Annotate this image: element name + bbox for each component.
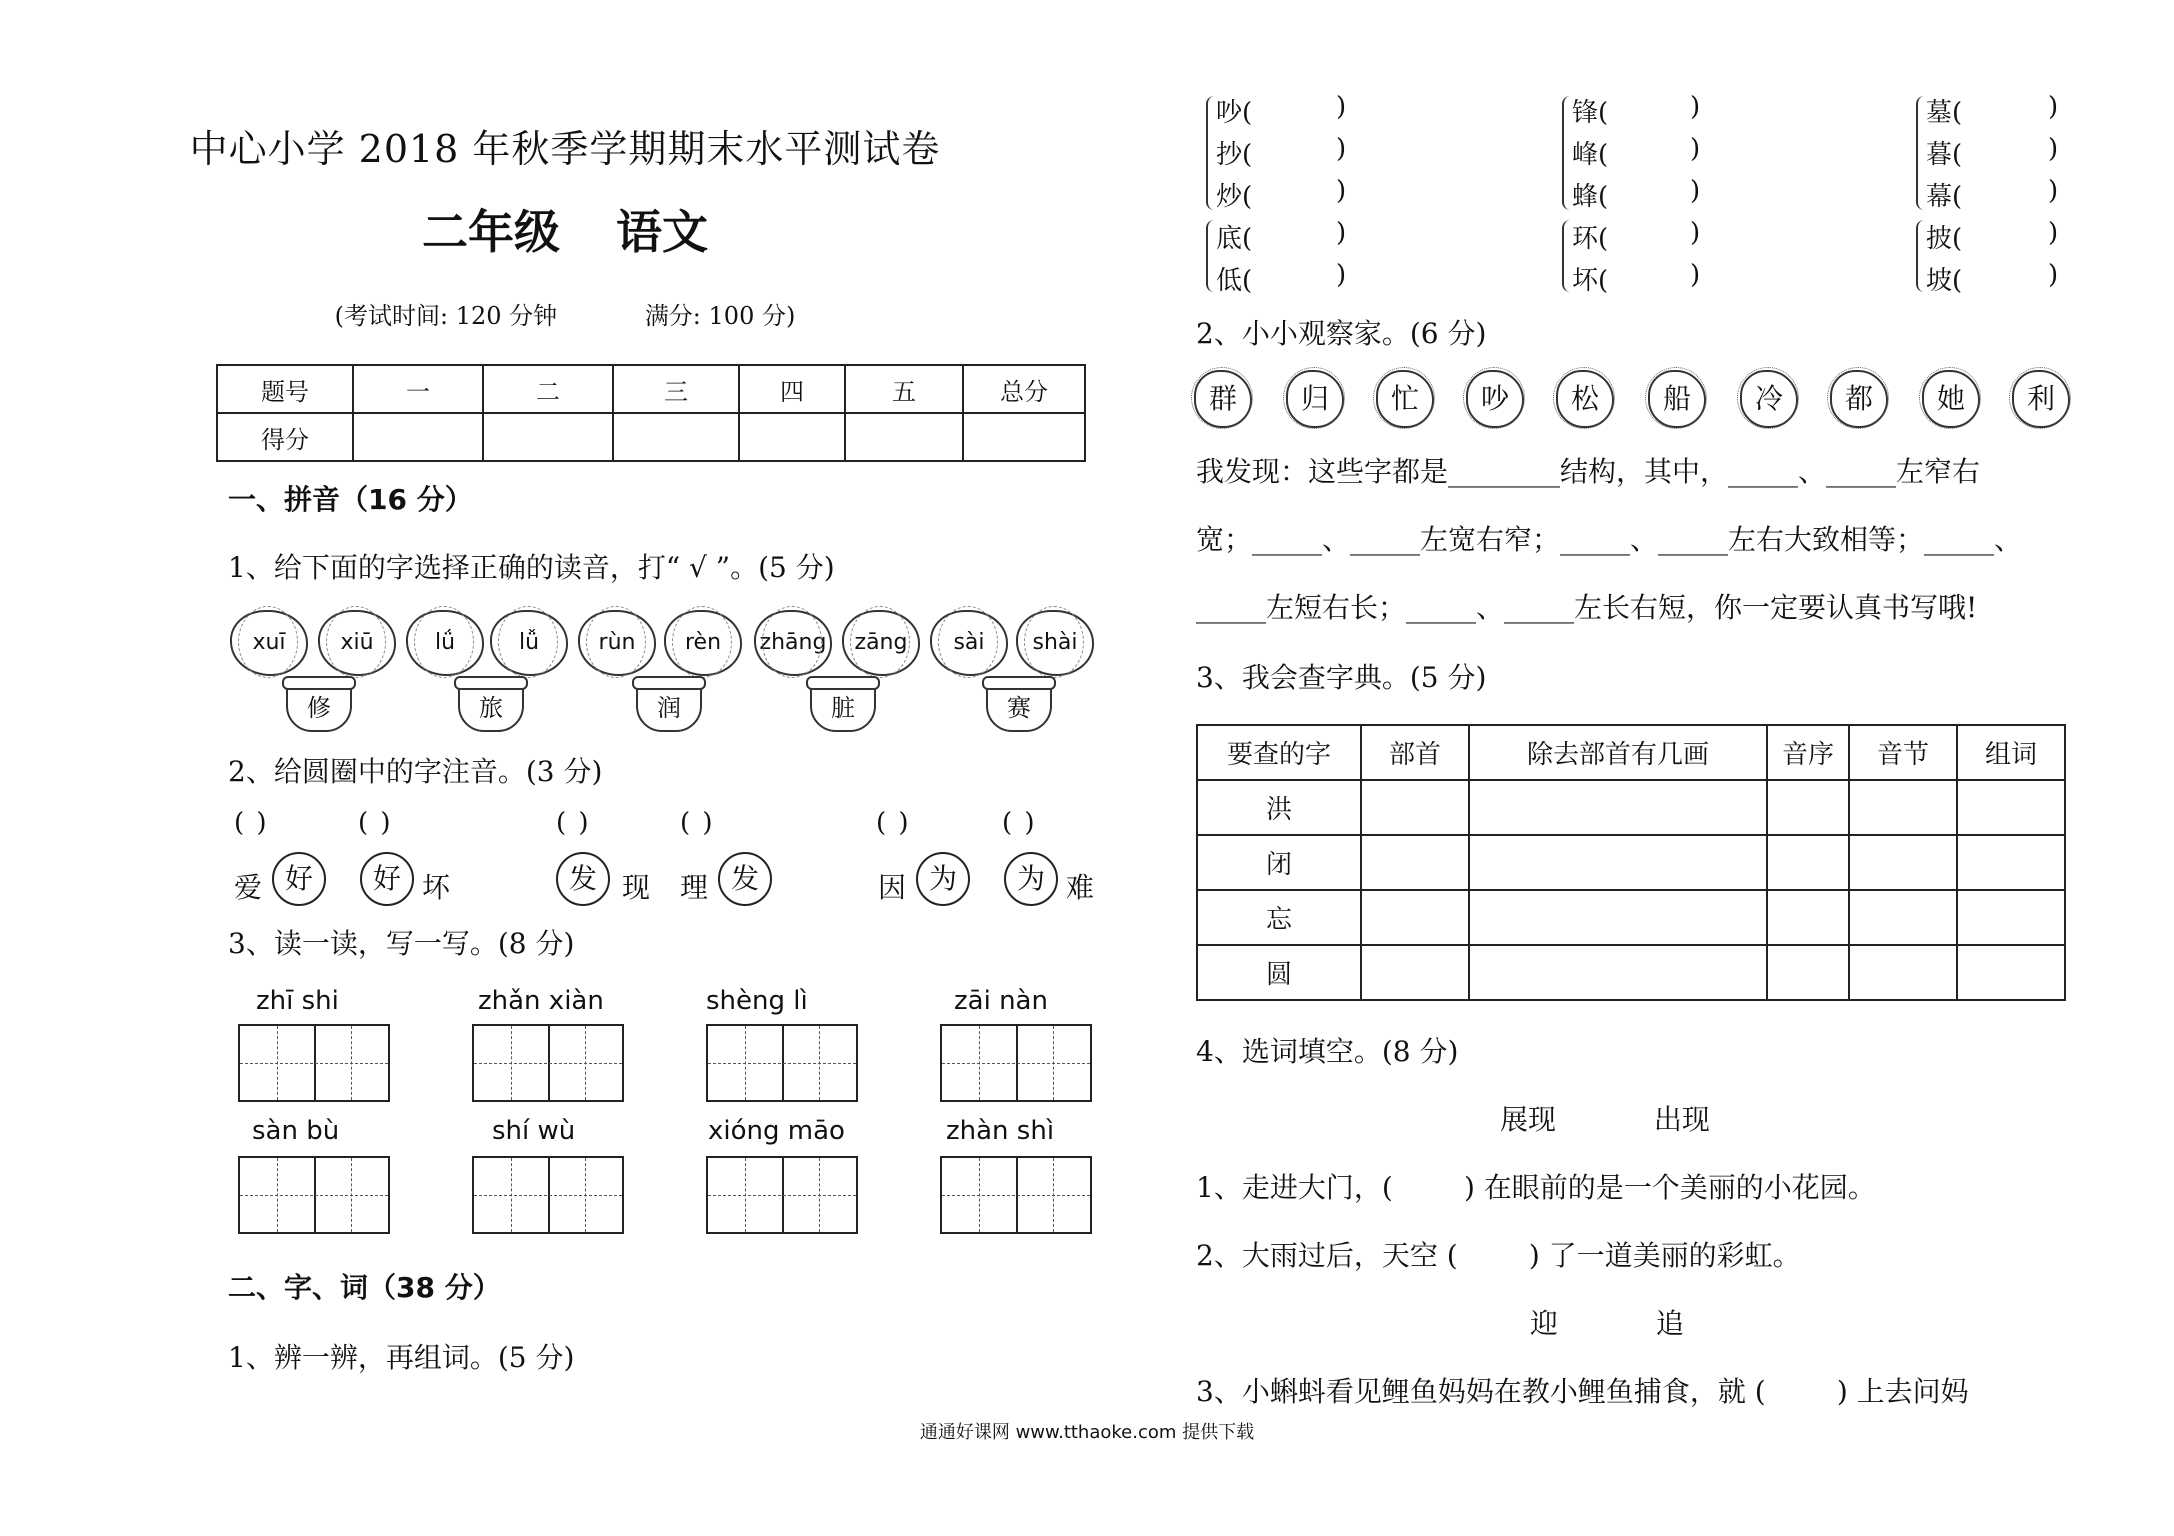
close-paren: ) (1690, 176, 1701, 206)
score-cell: 四 (739, 365, 845, 413)
fill-sentence[interactable]: 1、走进大门，( ) 在眼前的是一个美丽的小花园。 (1196, 1171, 1876, 1204)
observe-line: 我发现：这些字都是________结构，其中，_____、_____左窄右 (1196, 455, 1981, 488)
exam-info (0, 296, 1130, 331)
observe-line: _____左短右长；_____、_____左长右短，你一定要认真书写哦! (1196, 591, 1978, 624)
answer-cell[interactable] (1361, 835, 1469, 890)
pinyin-flower[interactable]: lǚ (490, 610, 568, 676)
question-2-4: 4、选词填空。(8 分) (1196, 1035, 1459, 1068)
group-brace (1562, 220, 1572, 292)
close-paren: ) (1690, 218, 1701, 248)
pinyin-label: shí wù (492, 1116, 576, 1146)
table-header: 音节 (1849, 725, 1957, 780)
writing-grid[interactable] (472, 1024, 624, 1102)
score-cell: 题号 (217, 365, 353, 413)
observe-char: 吵 (1466, 370, 1524, 428)
table-row (1197, 725, 2065, 780)
score-cell: 一 (353, 365, 483, 413)
answer-cell[interactable] (1957, 945, 2065, 1000)
answer-cell[interactable] (1767, 945, 1849, 1000)
circled-char: 发 (556, 852, 610, 906)
character-pot: 润 (636, 680, 702, 732)
compare-char: 炒( (1216, 182, 1253, 212)
question-1-1: 1、给下面的字选择正确的读音，打“ √ ”。(5 分) (228, 551, 835, 584)
word-choices: 迎 追 (1530, 1307, 1684, 1340)
exam-time: (考试时间: 120 分钟 (334, 302, 558, 330)
close-paren: ) (2048, 92, 2059, 122)
pinyin-label: zhǎn xiàn (478, 986, 604, 1016)
pinyin-flower[interactable]: shài (1016, 610, 1094, 676)
answer-cell[interactable] (1957, 780, 2065, 835)
answer-cell[interactable] (1469, 890, 1767, 945)
section-1-title: 一、拼音（16 分） (228, 483, 473, 516)
observe-char: 松 (1556, 370, 1614, 428)
close-paren: ) (1336, 218, 1347, 248)
score-table (216, 364, 1086, 462)
exam-subtitle: 二年级 语文 (421, 205, 708, 259)
observe-char: 忙 (1376, 370, 1434, 428)
writing-grid[interactable] (238, 1024, 390, 1102)
answer-cell[interactable] (1361, 780, 1469, 835)
exam-full-score: 满分: 100 分) (644, 302, 796, 330)
word-char: 爱 (234, 871, 263, 904)
circled-char: 为 (916, 852, 970, 906)
pinyin-flower[interactable]: zāng (842, 610, 920, 676)
table-cell: 闭 (1197, 835, 1361, 890)
character-pot: 旅 (458, 680, 524, 732)
close-paren: ) (1336, 134, 1347, 164)
table-row (1197, 945, 2065, 1000)
table-row (1197, 890, 2065, 945)
dictionary-table (1196, 724, 2066, 1001)
observe-char: 冷 (1740, 370, 1798, 428)
table-header: 音序 (1767, 725, 1849, 780)
table-header: 部首 (1361, 725, 1469, 780)
close-paren: ) (2048, 218, 2059, 248)
circled-char: 好 (272, 852, 326, 906)
word-char: 因 (878, 871, 907, 904)
group-brace (1916, 96, 1926, 210)
observe-char: 利 (2012, 370, 2070, 428)
table-cell: 忘 (1197, 890, 1361, 945)
score-input-cell[interactable] (483, 413, 613, 461)
pinyin-flower[interactable]: sài (930, 610, 1008, 676)
table-header: 除去部首有几画 (1469, 725, 1767, 780)
writing-grid[interactable] (706, 1024, 858, 1102)
question-1-3: 3、读一读，写一写。(8 分) (228, 927, 575, 960)
answer-cell[interactable] (1767, 890, 1849, 945)
pinyin-flower[interactable]: zhāng (754, 610, 832, 676)
question-2-1: 1、辨一辨，再组词。(5 分) (228, 1341, 575, 1374)
answer-cell[interactable] (1469, 945, 1767, 1000)
character-pot: 脏 (810, 680, 876, 732)
close-paren: ) (2048, 176, 2059, 206)
answer-cell[interactable] (1767, 780, 1849, 835)
pinyin-label: sàn bù (252, 1116, 340, 1146)
question-2-2: 2、小小观察家。(6 分) (1196, 317, 1487, 350)
answer-parentheses[interactable]: ( ) (876, 808, 911, 838)
close-paren: ) (1336, 176, 1347, 206)
circled-char: 为 (1004, 852, 1058, 906)
compare-char: 锋( (1572, 98, 1609, 128)
answer-parentheses[interactable]: ( ) (1002, 808, 1037, 838)
compare-char: 暮( (1926, 140, 1963, 170)
table-row (1197, 835, 2065, 890)
answer-parentheses[interactable]: ( ) (358, 808, 393, 838)
writing-grid[interactable] (238, 1156, 390, 1234)
score-input-cell[interactable] (613, 413, 739, 461)
word-char: 难 (1066, 871, 1095, 904)
close-paren: ) (2048, 260, 2059, 290)
table-row (1197, 780, 2065, 835)
answer-cell[interactable] (1469, 835, 1767, 890)
observe-char: 她 (1922, 370, 1980, 428)
observe-char: 归 (1286, 370, 1344, 428)
compare-char: 披( (1926, 224, 1963, 254)
pinyin-label: shèng lì (706, 986, 808, 1016)
word-char: 现 (622, 871, 651, 904)
score-cell: 五 (845, 365, 963, 413)
pinyin-label: zhàn shì (946, 1116, 1055, 1146)
observe-char: 都 (1830, 370, 1888, 428)
section-2-title: 二、字、词（38 分） (228, 1271, 501, 1304)
table-header: 组词 (1957, 725, 2065, 780)
answer-cell[interactable] (1469, 780, 1767, 835)
pinyin-label: zhī shi (256, 986, 339, 1016)
answer-cell[interactable] (1957, 890, 2065, 945)
circled-char: 发 (718, 852, 772, 906)
answer-cell[interactable] (1361, 890, 1469, 945)
word-choices: 展现 出现 (1500, 1103, 1710, 1136)
pinyin-flower[interactable]: rèn (664, 610, 742, 676)
writing-grid[interactable] (940, 1024, 1092, 1102)
writing-grid[interactable] (472, 1156, 624, 1234)
compare-char: 低( (1216, 266, 1253, 296)
pinyin-flower[interactable]: xuī (230, 610, 308, 676)
score-table-row (217, 365, 1085, 413)
question-2-3: 3、我会查字典。(5 分) (1196, 661, 1487, 694)
pinyin-label: zāi nàn (954, 986, 1048, 1016)
close-paren: ) (1336, 92, 1347, 122)
answer-cell[interactable] (1957, 835, 2065, 890)
score-input-cell[interactable] (353, 413, 483, 461)
pinyin-flower[interactable]: xiū (318, 610, 396, 676)
answer-parentheses[interactable]: ( ) (234, 808, 269, 838)
score-input-cell[interactable] (739, 413, 845, 461)
compare-char: 坏( (1572, 266, 1609, 296)
footer-credit: 通通好课网 www.tthaoke.com 提供下载 (919, 1422, 1255, 1443)
writing-grid[interactable] (706, 1156, 858, 1234)
word-char: 理 (680, 871, 709, 904)
answer-cell[interactable] (1849, 890, 1957, 945)
answer-cell[interactable] (1767, 835, 1849, 890)
answer-parentheses[interactable]: ( ) (680, 808, 715, 838)
answer-cell[interactable] (1361, 945, 1469, 1000)
observe-char: 群 (1194, 370, 1252, 428)
compare-char: 抄( (1216, 140, 1253, 170)
exam-title: 中心小学 2018 年秋季学期期末水平测试卷 (189, 127, 941, 171)
character-pot: 赛 (986, 680, 1052, 732)
pinyin-label: xióng māo (708, 1116, 845, 1146)
compare-char: 吵( (1216, 98, 1253, 128)
word-char: 坏 (422, 871, 451, 904)
score-input-cell[interactable] (963, 413, 1085, 461)
score-cell: 二 (483, 365, 613, 413)
answer-parentheses[interactable]: ( ) (556, 808, 591, 838)
pinyin-flower[interactable]: lǘ (406, 610, 484, 676)
close-paren: ) (1336, 260, 1347, 290)
group-brace (1206, 96, 1216, 210)
observe-line: 宽；_____、_____左宽右窄；_____、_____左右大致相等；_____、 (1196, 523, 2023, 556)
compare-char: 坡( (1926, 266, 1963, 296)
close-paren: ) (1690, 92, 1701, 122)
compare-char: 峰( (1572, 140, 1609, 170)
score-cell: 三 (613, 365, 739, 413)
group-brace (1916, 220, 1926, 292)
answer-cell[interactable] (1849, 780, 1957, 835)
answer-cell[interactable] (1849, 945, 1957, 1000)
group-brace (1562, 96, 1572, 210)
compare-char: 墓( (1926, 98, 1963, 128)
pinyin-flower[interactable]: rùn (578, 610, 656, 676)
circled-char: 好 (360, 852, 414, 906)
answer-cell[interactable] (1849, 835, 1957, 890)
close-paren: ) (1690, 134, 1701, 164)
score-cell: 总分 (963, 365, 1085, 413)
compare-char: 幕( (1926, 182, 1963, 212)
close-paren: ) (2048, 134, 2059, 164)
table-header: 要查的字 (1197, 725, 1361, 780)
group-brace (1206, 220, 1216, 292)
close-paren: ) (1690, 260, 1701, 290)
fill-sentence[interactable]: 3、小蝌蚪看见鲤鱼妈妈在教小鲤鱼捕食，就 ( ) 上去问妈 (1196, 1375, 1969, 1408)
writing-grid[interactable] (940, 1156, 1092, 1234)
table-cell: 圆 (1197, 945, 1361, 1000)
compare-char: 底( (1216, 224, 1253, 254)
character-pot: 修 (286, 680, 352, 732)
question-1-2: 2、给圆圈中的字注音。(3 分) (228, 755, 603, 788)
fill-sentence[interactable]: 2、大雨过后，天空 ( ) 了一道美丽的彩虹。 (1196, 1239, 1801, 1272)
score-input-cell[interactable] (845, 413, 963, 461)
table-cell: 洪 (1197, 780, 1361, 835)
score-table-row (217, 413, 1085, 461)
compare-char: 环( (1572, 224, 1609, 254)
compare-char: 蜂( (1572, 182, 1609, 212)
observe-char: 船 (1648, 370, 1706, 428)
score-cell: 得分 (217, 413, 353, 461)
